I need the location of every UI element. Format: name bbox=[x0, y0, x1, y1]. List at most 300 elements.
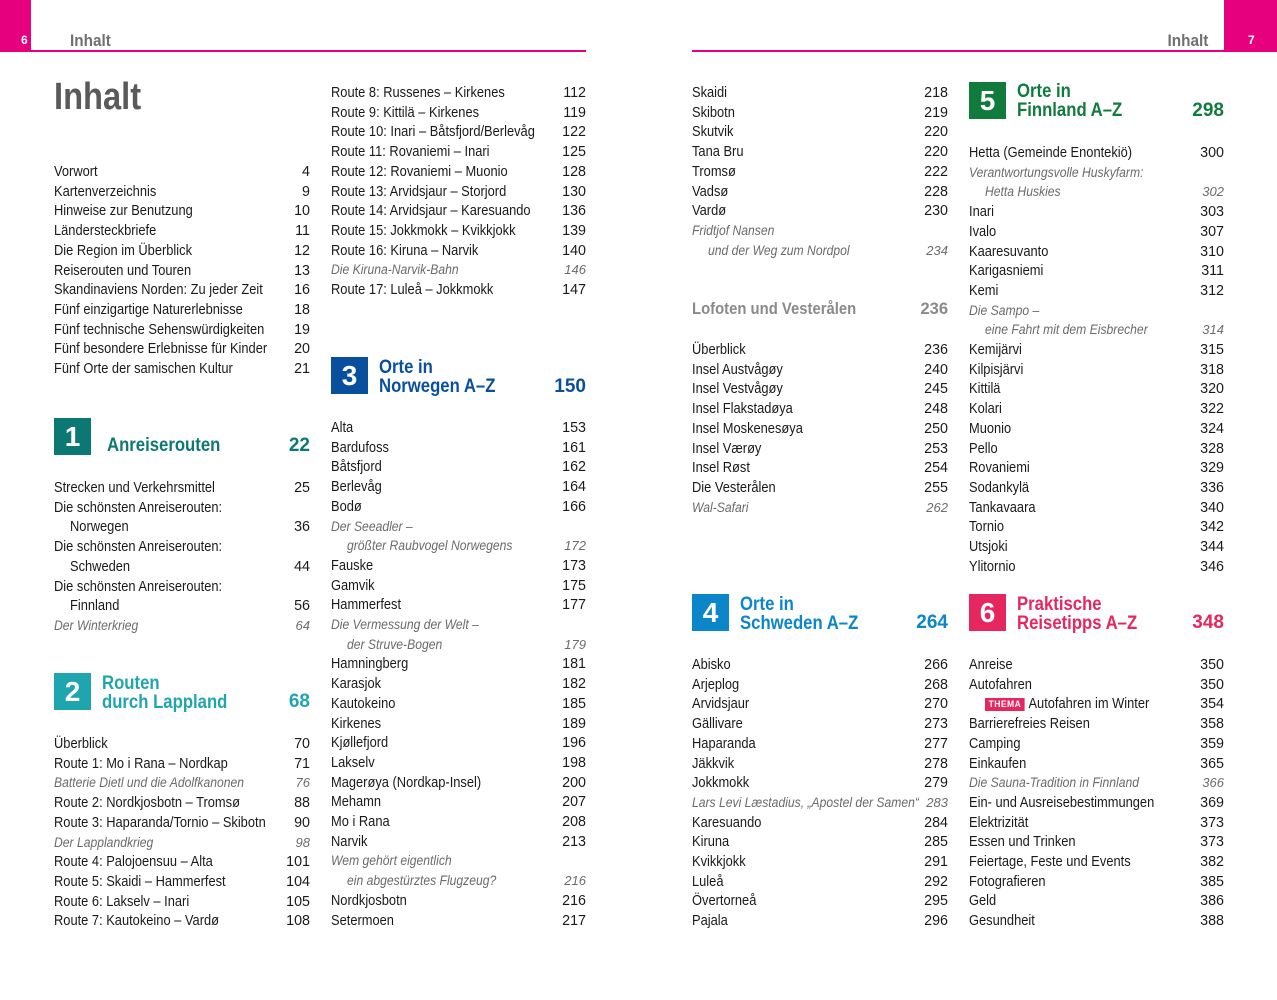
toc-entry-title: Elektrizität bbox=[969, 814, 1029, 831]
toc-entry bbox=[54, 557, 310, 577]
toc-entry-page: 104 bbox=[286, 873, 310, 890]
toc-entry-title: Magerøya (Nordkap-Insel) bbox=[331, 774, 482, 791]
toc-entry bbox=[969, 694, 1224, 714]
toc-entry-title: Die Kiruna-Narvik-Bahn bbox=[331, 262, 459, 278]
toc-entry-title: Strecken und Verkehrsmittel bbox=[54, 480, 215, 496]
toc-entry bbox=[331, 674, 586, 694]
toc-entry bbox=[969, 281, 1224, 301]
toc-entry bbox=[969, 301, 1224, 321]
toc-entry-page: 139 bbox=[562, 222, 586, 239]
toc-entry-title: Die Vermessung der Welt – bbox=[331, 617, 479, 632]
toc-entry-page: 300 bbox=[1200, 145, 1224, 161]
toc-entry-title: Mo i Rana bbox=[331, 814, 390, 830]
toc-entry-title: Kiruna bbox=[692, 834, 730, 851]
toc-entry-title: Überblick bbox=[54, 736, 108, 752]
toc-entry bbox=[331, 241, 586, 261]
toc-entry bbox=[331, 122, 586, 142]
toc-entry-page: 342 bbox=[1200, 519, 1224, 536]
toc-entry-title: Insel Værøy bbox=[692, 440, 762, 457]
toc-entry-page: 310 bbox=[1200, 243, 1224, 260]
toc-entry-page: 218 bbox=[924, 85, 948, 101]
toc-entry bbox=[969, 793, 1224, 813]
toc-entry-page: 340 bbox=[1200, 499, 1224, 516]
toc-entry-title: Schweden bbox=[70, 558, 131, 575]
toc-entry-title: Tankavaara bbox=[969, 499, 1036, 516]
toc-entry-title: Kjøllefjord bbox=[331, 735, 389, 752]
toc-entry bbox=[54, 852, 310, 872]
toc-entry bbox=[331, 615, 586, 635]
toc-entry-page: 88 bbox=[294, 795, 310, 812]
toc-entry bbox=[331, 773, 586, 793]
toc-entry bbox=[969, 832, 1224, 852]
toc-entry-page: 108 bbox=[286, 913, 310, 930]
toc-entry-title: Die schönsten Anreiserouten: bbox=[54, 578, 223, 595]
toc-entry-title: der Struve-Bogen bbox=[347, 636, 443, 652]
toc-entry bbox=[331, 753, 586, 773]
toc-entry bbox=[692, 773, 948, 793]
toc-entry-page: 266 bbox=[924, 657, 948, 673]
toc-entry-page: 179 bbox=[564, 636, 586, 652]
toc-entry-title: Kirkenes bbox=[331, 715, 382, 732]
toc-entry-title: Barrierefreies Reisen bbox=[969, 716, 1090, 733]
toc-entry-title: Jokkmokk bbox=[692, 775, 750, 792]
section-2-page: 68 bbox=[288, 691, 310, 712]
toc-entry-page: 291 bbox=[924, 854, 948, 870]
toc-entry-page: 262 bbox=[926, 499, 948, 515]
toc-entry-title: Alta bbox=[331, 420, 354, 436]
toc-entry-title: Einkaufen bbox=[969, 755, 1027, 772]
toc-entry-page: 350 bbox=[1200, 657, 1224, 673]
section-3-page: 150 bbox=[554, 376, 586, 397]
toc-entry-title: Bardufoss bbox=[331, 439, 389, 456]
toc-entry-title: Route 13: Arvidsjaur – Storjord bbox=[331, 183, 507, 200]
toc-entry-page: 189 bbox=[562, 715, 586, 732]
section-2-title-line2: durch Lappland bbox=[102, 692, 228, 713]
toc-entry-page: 216 bbox=[562, 892, 586, 909]
lofoten-heading-title: Lofoten und Vesterålen bbox=[692, 300, 857, 318]
toc-entry-page: 350 bbox=[1200, 676, 1224, 693]
toc-entry bbox=[969, 439, 1224, 459]
toc-entry-title: Arjeplog bbox=[692, 676, 740, 693]
toc-entry-title: Verantwortungsvolle Huskyfarm: bbox=[969, 164, 1144, 180]
toc-entry bbox=[692, 694, 948, 714]
toc-entry-title: Wem gehört eigentlich bbox=[331, 853, 452, 869]
toc-entry bbox=[54, 754, 310, 774]
toc-entry bbox=[969, 360, 1224, 380]
section-4-page: 264 bbox=[916, 612, 948, 633]
toc-entry-page: 359 bbox=[1200, 735, 1224, 752]
toc-entry-page: 18 bbox=[294, 301, 310, 318]
toc-entry bbox=[331, 733, 586, 753]
section-4-title-line2: Schweden A–Z bbox=[740, 613, 859, 634]
toc-entry-page: 20 bbox=[294, 341, 310, 358]
section-2-number: 2 bbox=[54, 673, 91, 710]
toc-entry-title: Hetta Huskies bbox=[985, 184, 1061, 200]
toc-entry-title: Insel Flakstadøya bbox=[692, 401, 793, 418]
toc-entry bbox=[54, 478, 310, 498]
section-4-title-line1: Orte in bbox=[740, 594, 794, 615]
toc-entry-title: Route 17: Luleå – Jokkmokk bbox=[331, 282, 494, 298]
toc-entry-page: 11 bbox=[295, 223, 310, 240]
toc-entry-title: Gällivare bbox=[692, 716, 743, 733]
toc-entry-page: 16 bbox=[294, 282, 310, 299]
toc-entry-title: Båtsfjord bbox=[331, 459, 382, 476]
section-3-title-line1: Orte in bbox=[379, 357, 433, 378]
lofoten-heading-page: 236 bbox=[920, 300, 948, 318]
toc-entry-title: Fridtjof Nansen bbox=[692, 222, 775, 238]
toc-entry bbox=[692, 813, 948, 833]
toc-entry bbox=[331, 221, 586, 241]
toc-entry-title: Insel Røst bbox=[692, 460, 750, 477]
toc-entry-title: Die schönsten Anreiserouten: bbox=[54, 499, 223, 516]
toc-entry-title: Route 6: Lakselv – Inari bbox=[54, 893, 190, 910]
toc-entry bbox=[331, 812, 586, 832]
toc-entry bbox=[331, 556, 586, 576]
toc-entry bbox=[331, 635, 586, 655]
toc-entry-title: Utsjoki bbox=[969, 539, 1008, 555]
toc-entry-page: 240 bbox=[924, 361, 948, 378]
toc-entry-page: 283 bbox=[926, 794, 948, 810]
toc-entry-title: Haparanda bbox=[692, 735, 756, 752]
toc-entry-page: 385 bbox=[1200, 873, 1224, 890]
toc-entry-page: 213 bbox=[562, 833, 586, 850]
toc-entry-title: Kilpisjärvi bbox=[969, 361, 1024, 378]
toc-entry-page: 12 bbox=[294, 242, 310, 259]
toc-entry bbox=[692, 340, 948, 360]
toc-entry-title: Lars Levi Læstadius, „Apostel der Samen“ bbox=[692, 794, 919, 810]
toc-entry-title: Die Region im Überblick bbox=[54, 242, 193, 259]
toc-entry-page: 128 bbox=[562, 163, 586, 180]
toc-entry bbox=[54, 359, 310, 379]
toc-entry bbox=[331, 142, 586, 162]
toc-entry bbox=[54, 182, 310, 202]
toc-entry-title: Rovaniemi bbox=[969, 460, 1030, 477]
toc-entry-title: Inari bbox=[969, 204, 995, 221]
toc-entry-page: 324 bbox=[1200, 420, 1224, 437]
toc-entry-page: 284 bbox=[924, 814, 948, 831]
toc-entry bbox=[54, 616, 310, 636]
toc-entry-page: 173 bbox=[562, 557, 586, 574]
toc-entry-title: Skaidi bbox=[692, 85, 728, 101]
toc-entry bbox=[969, 419, 1224, 439]
toc-entry bbox=[331, 457, 586, 477]
toc-entry-title: Kautokeino bbox=[331, 695, 396, 712]
toc-entry bbox=[331, 714, 586, 734]
toc-entry-page: 373 bbox=[1200, 814, 1224, 831]
toc-entry-title: Reiserouten und Touren bbox=[54, 262, 192, 279]
section-6-title-line1: Praktische bbox=[1017, 594, 1102, 615]
toc-entry bbox=[331, 103, 586, 123]
toc-entry-page: 125 bbox=[562, 144, 586, 161]
toc-entry-page: 277 bbox=[924, 735, 948, 752]
toc-entry bbox=[331, 497, 586, 517]
section-4-number: 4 bbox=[692, 594, 729, 631]
toc-entry-title: und der Weg zum Nordpol bbox=[708, 242, 850, 258]
toc-entry-page: 328 bbox=[1200, 440, 1224, 457]
toc-entry bbox=[331, 911, 586, 931]
toc-entry-page: 10 bbox=[294, 203, 310, 220]
section-1-page: 22 bbox=[288, 435, 310, 456]
toc-entry bbox=[692, 83, 948, 103]
toc-entry bbox=[692, 221, 948, 241]
toc-entry-title: Norwegen bbox=[70, 519, 129, 536]
toc-entry-title: Insel Vestvågøy bbox=[692, 381, 783, 398]
toc-entry bbox=[692, 891, 948, 911]
toc-entry bbox=[969, 222, 1224, 242]
section-6-number: 6 bbox=[969, 594, 1006, 631]
toc-entry-page: 4 bbox=[302, 164, 310, 180]
toc-entry-page: 222 bbox=[924, 163, 948, 180]
toc-entry-title: Die Sampo – bbox=[969, 302, 1040, 318]
toc-entry-page: 336 bbox=[1200, 479, 1224, 496]
toc-entry bbox=[54, 261, 310, 281]
toc-entry-page: 292 bbox=[924, 873, 948, 890]
page-number-right: 7 bbox=[1224, 0, 1277, 52]
toc-entry-title: Karigasniemi bbox=[969, 263, 1044, 280]
toc-entry-page: 112 bbox=[563, 85, 586, 101]
toc-entry bbox=[331, 891, 586, 911]
toc-entry-page: 307 bbox=[1200, 223, 1224, 240]
toc-entry-page: 44 bbox=[294, 558, 310, 575]
toc-entry-page: 219 bbox=[924, 104, 948, 121]
toc-entry-title: Fünf einzigartige Naturerlebnisse bbox=[54, 301, 243, 318]
toc-entry-page: 208 bbox=[562, 814, 586, 830]
lofoten-heading bbox=[692, 297, 948, 321]
page-number-left: 6 bbox=[0, 0, 31, 52]
toc-entry bbox=[331, 694, 586, 714]
toc-entry bbox=[692, 201, 948, 221]
toc-entry-title: Tornio bbox=[969, 519, 1005, 536]
toc-entry-title: Fotografieren bbox=[969, 873, 1046, 890]
toc-entry-title: Kaaresuvanto bbox=[969, 243, 1049, 260]
toc-entry bbox=[692, 754, 948, 774]
toc-entry-title: Route 7: Kautokeino – Vardø bbox=[54, 913, 219, 930]
toc-entry-page: 119 bbox=[563, 104, 586, 121]
toc-entry-page: 311 bbox=[1201, 263, 1224, 280]
toc-entry-page: 217 bbox=[562, 912, 586, 929]
toc-entry-page: 318 bbox=[1200, 361, 1224, 378]
toc-entry bbox=[331, 438, 586, 458]
toc-entry-page: 236 bbox=[924, 342, 948, 358]
section-6-page: 348 bbox=[1192, 612, 1224, 633]
toc-entry bbox=[331, 851, 586, 871]
toc-entry bbox=[692, 498, 948, 518]
toc-entry-title: Essen und Trinken bbox=[969, 834, 1076, 851]
toc-entry-page: 315 bbox=[1200, 342, 1224, 358]
toc-entry bbox=[969, 537, 1224, 557]
toc-entry-title: Feiertage, Feste und Events bbox=[969, 854, 1131, 870]
toc-entry-title: Kittilä bbox=[969, 381, 1001, 398]
toc-entry-title: Wal-Safari bbox=[692, 499, 749, 515]
toc-entry bbox=[54, 280, 310, 300]
toc-entry-title: Autofahren bbox=[969, 676, 1032, 693]
toc-entry-title: Route 11: Rovaniemi – Inari bbox=[331, 144, 490, 161]
toc-entry-title: Ein- und Ausreisebestimmungen bbox=[969, 794, 1155, 811]
toc-entry-page: 71 bbox=[294, 755, 310, 772]
toc-entry bbox=[54, 241, 310, 261]
toc-entry-title: Finnland bbox=[70, 598, 120, 615]
toc-entry-page: 354 bbox=[1200, 696, 1224, 713]
toc-entry-page: 36 bbox=[294, 519, 310, 536]
toc-entry bbox=[969, 478, 1224, 498]
toc-entry-title: Vardø bbox=[692, 203, 727, 220]
toc-entry-page: 200 bbox=[562, 774, 586, 791]
toc-entry-page: 320 bbox=[1200, 381, 1224, 398]
toc-entry-page: 386 bbox=[1200, 893, 1224, 910]
toc-entry-title: Fauske bbox=[331, 557, 374, 574]
section-1-title: Anreiserouten bbox=[107, 435, 221, 456]
toc-entry-page: 312 bbox=[1200, 282, 1224, 299]
toc-entry bbox=[692, 360, 948, 380]
toc-entry bbox=[692, 379, 948, 399]
toc-entry-title: Arvidsjaur bbox=[692, 696, 750, 713]
toc-entry-page: 278 bbox=[924, 755, 948, 772]
toc-entry bbox=[969, 379, 1224, 399]
toc-entry-page: 162 bbox=[562, 459, 586, 476]
toc-entry bbox=[54, 911, 310, 931]
toc-entry bbox=[54, 221, 310, 241]
toc-entry bbox=[969, 675, 1224, 695]
section-2-title-line1: Routen bbox=[102, 673, 160, 694]
toc-entry bbox=[692, 675, 948, 695]
toc-entry-page: 136 bbox=[562, 203, 586, 220]
toc-entry bbox=[54, 892, 310, 912]
toc-entry-title: Skibotn bbox=[692, 104, 735, 121]
toc-entry-title: Der Winterkrieg bbox=[54, 617, 139, 633]
toc-entry-title: Geld bbox=[969, 893, 997, 910]
toc-entry-page: 369 bbox=[1200, 794, 1224, 811]
running-head-left: Inhalt bbox=[70, 31, 111, 50]
toc-entry-page: 220 bbox=[924, 144, 948, 161]
toc-entry bbox=[331, 871, 586, 891]
toc-entry-page: 296 bbox=[924, 913, 948, 930]
toc-entry-page: 21 bbox=[294, 361, 310, 377]
toc-entry-page: 98 bbox=[295, 834, 310, 850]
toc-entry-title: Der Lapplandkrieg bbox=[54, 834, 154, 850]
toc-entry bbox=[54, 320, 310, 340]
toc-entry bbox=[692, 458, 948, 478]
toc-entry-page: 101 bbox=[286, 854, 310, 871]
toc-entry-title: Abisko bbox=[692, 657, 731, 673]
section-5-number: 5 bbox=[969, 82, 1006, 119]
toc-entry-title: Narvik bbox=[331, 833, 368, 850]
toc-entry bbox=[331, 418, 586, 438]
toc-entry-title: Lakselv bbox=[331, 754, 375, 771]
toc-entry bbox=[331, 517, 586, 537]
toc-entry-page: 105 bbox=[286, 893, 310, 910]
toc-entry-title: Überblick bbox=[692, 342, 746, 358]
toc-entry-page: 388 bbox=[1200, 913, 1224, 930]
toc-entry-title: Route 9: Kittilä – Kirkenes bbox=[331, 104, 480, 121]
toc-entry-title: Die Sauna-Tradition in Finnland bbox=[969, 775, 1139, 791]
toc-entry bbox=[331, 654, 586, 674]
toc-entry-page: 122 bbox=[562, 124, 586, 141]
toc-entry bbox=[692, 241, 948, 261]
toc-entry-page: 19 bbox=[294, 321, 310, 338]
toc-entry bbox=[692, 399, 948, 419]
toc-entry bbox=[692, 734, 948, 754]
toc-entry-title: Pajala bbox=[692, 913, 728, 930]
toc-entry-title: Gamvik bbox=[331, 577, 375, 594]
toc-entry-page: 358 bbox=[1200, 716, 1224, 733]
toc-entry bbox=[969, 261, 1224, 281]
toc-entry bbox=[969, 202, 1224, 222]
toc-entry-title: Muonio bbox=[969, 420, 1012, 437]
toc-entry-page: 234 bbox=[926, 242, 948, 258]
toc-entry-page: 166 bbox=[562, 498, 586, 515]
toc-entry-page: 329 bbox=[1200, 460, 1224, 477]
toc-entry-title: Route 15: Jokkmokk – Kvikkjokk bbox=[331, 222, 516, 239]
toc-entry-page: 182 bbox=[562, 676, 586, 693]
toc-entry-title: Gesundheit bbox=[969, 913, 1035, 930]
toc-entry-page: 198 bbox=[562, 754, 586, 771]
toc-entry bbox=[969, 320, 1224, 340]
toc-entry-title: Route 12: Rovaniemi – Muonio bbox=[331, 163, 508, 180]
toc-entry-title: Route 16: Kiruna – Narvik bbox=[331, 242, 479, 259]
section-6-title-line2: Reisetipps A–Z bbox=[1017, 613, 1138, 634]
toc-entry bbox=[969, 813, 1224, 833]
toc-entry bbox=[692, 714, 948, 734]
toc-entry-title: Route 5: Skaidi – Hammerfest bbox=[54, 873, 226, 890]
toc-entry bbox=[969, 458, 1224, 478]
toc-entry-page: 220 bbox=[924, 124, 948, 141]
toc-entry bbox=[692, 439, 948, 459]
toc-entry-page: 146 bbox=[564, 262, 586, 278]
toc-entry-page: 303 bbox=[1200, 204, 1224, 221]
toc-entry-title: Route 10: Inari – Båtsfjord/Berlevåg bbox=[331, 124, 535, 141]
toc-entry-title: Route 3: Haparanda/Tornio – Skibotn bbox=[54, 814, 266, 831]
toc-entry bbox=[969, 872, 1224, 892]
toc-entry bbox=[54, 577, 310, 597]
toc-entry-title: Karasjok bbox=[331, 676, 382, 693]
toc-entry-page: 153 bbox=[562, 420, 586, 436]
toc-entry bbox=[969, 852, 1224, 872]
toc-entry-page: 207 bbox=[562, 794, 586, 811]
toc-entry-title: Insel Austvågøy bbox=[692, 361, 783, 378]
section-5-page: 298 bbox=[1192, 100, 1224, 121]
toc-entry-title: Tromsø bbox=[692, 163, 736, 180]
toc-entry-title: THEMA Autofahren im Winter bbox=[985, 694, 1149, 714]
toc-entry-title: Övertorneå bbox=[692, 893, 757, 910]
toc-entry bbox=[969, 714, 1224, 734]
toc-entry-page: 322 bbox=[1200, 401, 1224, 418]
toc-entry-title: Ländersteckbriefe bbox=[54, 223, 157, 240]
toc-entry-title: Nordkjosbotn bbox=[331, 892, 407, 909]
toc-entry-title: Der Seeadler – bbox=[331, 518, 413, 534]
section-5-title-line2: Finnland A–Z bbox=[1017, 100, 1123, 121]
toc-entry bbox=[331, 83, 586, 103]
toc-entry-page: 164 bbox=[562, 479, 586, 496]
toc-entry bbox=[969, 182, 1224, 202]
toc-entry bbox=[969, 754, 1224, 774]
toc-entry-page: 172 bbox=[564, 538, 586, 554]
toc-entry-title: Kemi bbox=[969, 282, 999, 299]
toc-entry bbox=[692, 142, 948, 162]
toc-entry-page: 76 bbox=[295, 775, 310, 791]
toc-entry-title: Fünf besondere Erlebnisse für Kinder bbox=[54, 341, 268, 358]
toc-entry bbox=[331, 595, 586, 615]
toc-entry-title: Fünf technische Sehenswürdigkeiten bbox=[54, 321, 265, 338]
toc-entry-page: 344 bbox=[1200, 539, 1224, 555]
toc-entry-page: 56 bbox=[294, 598, 310, 615]
toc-entry bbox=[692, 182, 948, 202]
toc-entry bbox=[54, 517, 310, 537]
thema-badge: THEMA bbox=[985, 698, 1025, 711]
toc-entry-page: 70 bbox=[294, 736, 310, 752]
toc-entry-page: 373 bbox=[1200, 834, 1224, 851]
toc-entry-title: Tana Bru bbox=[692, 144, 744, 161]
toc-entry bbox=[54, 872, 310, 892]
